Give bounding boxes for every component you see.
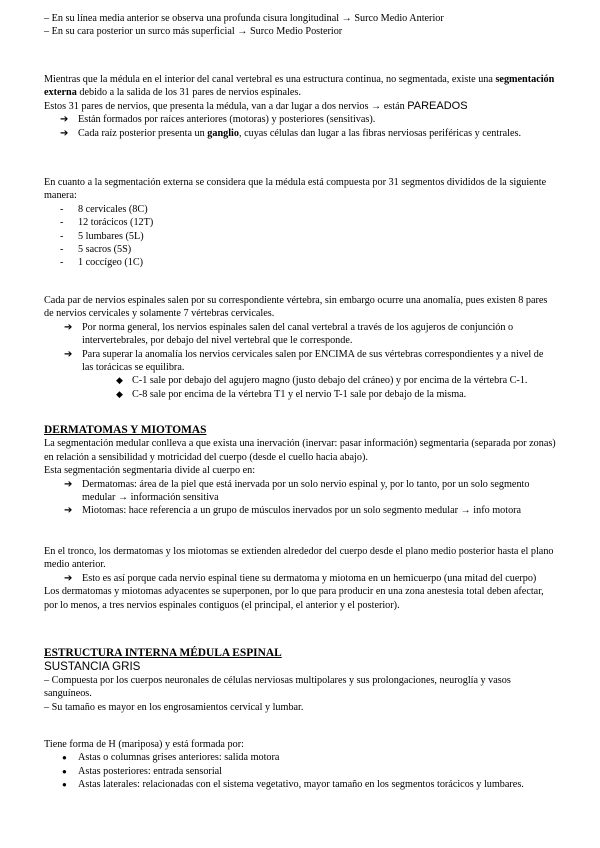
paragraph: Estos 31 pares de nervios, que presenta la médula, van a dar lugar a dos nervios → están PAREADOS [44, 99, 468, 112]
dermatomas-section [44, 424, 556, 518]
list-item: - 8 cervicales (8C) [60, 203, 148, 215]
dash-icon: - [60, 244, 64, 256]
paragraph: Esta segmentación segmentaria divide al cuerpo en: [44, 465, 256, 477]
bullet-icon: ● [62, 766, 67, 776]
dermatomas-continued [44, 545, 556, 612]
paragraph: Tiene forma de H (mariposa) y está formada por: [44, 739, 244, 750]
paragraph: – Su tamaño es mayor en los engrosamientos cervical y lumbar. [44, 701, 304, 713]
estructura-section [44, 647, 556, 714]
bullet-icon: ● [62, 780, 67, 790]
arrow-item: ➔ Cada raíz posterior presenta un ganglio, cuyas células dan lugar a las fibras nerviosas periféricas y centrales. [60, 127, 522, 139]
arrow-item: ➔ Esto es así porque cada nervio espinal tiene su dermatoma y miotoma en un hemicuerpo (una mitad del cuerpo) [64, 572, 537, 584]
bullet-icon: ● [62, 753, 67, 763]
list-item: - 5 sacros (5S) [60, 244, 132, 256]
segments-section [44, 176, 556, 270]
arrow-icon: ➔ [60, 114, 69, 126]
bullet-item: ● Astas o columnas grises anteriores: salida motora [62, 752, 280, 764]
diamond-item: ◆ C-1 sale por debajo del agujero magno (justo debajo del cráneo) y por encima de la vértebra C-1. [116, 375, 528, 387]
list-item: - 12 torácicos (12T) [60, 217, 154, 229]
estructura-list [44, 738, 556, 792]
arrow-icon: ➔ [64, 348, 73, 360]
segmentation-section [44, 73, 556, 140]
paragraph: – Compuesta por los cuerpos neuronales de células nerviosas multipolares y sus prolongaciones, neuroglía y vasos sanguíneos. [44, 674, 511, 700]
section-heading: ESTRUCTURA INTERNA MÉDULA ESPINAL [44, 647, 282, 659]
list-item: - 5 lumbares (5L) [60, 230, 144, 242]
dash-icon: - [60, 203, 64, 215]
arrow-item: ➔ Por norma general, los nervios espinales salen del canal vertebral a través de los agujeros de conjunción o intervertebrales, por debajo del nivel vertebral que le corresponde. [64, 321, 514, 347]
paragraph: En el tronco, los dermatomas y los miotomas se extienden alrededor del cuerpo desde el plano medio posterior hasta el plano medio anterior. [44, 546, 554, 571]
diamond-item: ◆ C-8 sale por encima de la vértebra T1 y el nervio T-1 sale por debajo de la misma. [116, 388, 467, 400]
arrow-item: ➔ Dermatomas: área de la piel que está inervada por un solo nervio espinal y, por lo tanto, por un solo segmento medular → información sensitiva [64, 478, 530, 504]
dash-icon: - [60, 217, 64, 229]
intro-section [44, 12, 556, 39]
paragraph: Cada par de nervios espinales salen por su correspondiente vértebra, sin embargo ocurre una anomalía, pues existen 8 pares de nervios cervicales y solamente 7 vértebras cervicales. [44, 295, 548, 320]
paragraph: En cuanto a la segmentación externa se considera que la médula está compuesta por 31 segmentos divididos de la siguiente manera: [44, 177, 547, 202]
arrow-icon: ➔ [64, 478, 73, 490]
paragraph: Mientras que la médula en el interior del canal vertebral es una estructura continua, no segmentada, existe una segmentación externa debido a la salida de los 31 pares de nervios espinales. [44, 74, 555, 99]
arrow-item: ➔ Miotomas: hace referencia a un grupo de músculos inervados por un solo segmento medular → info motora [64, 505, 522, 517]
arrow-item: ➔ Para superar la anomalía los nervios cervicales salen por ENCIMA de sus vértebras correspondientes y a nivel de las torácicas se equilibra. [64, 348, 544, 374]
dash-icon: - [60, 257, 64, 269]
arrow-item: ➔ Están formados por raíces anteriores (motoras) y posteriores (sensitivas). [60, 114, 376, 126]
arrow-icon: ➔ [60, 127, 69, 139]
paragraph: Los dermatomas y miotomas adyacentes se superponen, por lo que para producir en una zona anestesia total deben afectar, por lo menos, a tres nervios espinales contiguos (el principal, el anterior y el posterior). [44, 586, 544, 611]
list-item: - 1 coccígeo (1C) [60, 257, 144, 269]
bullet-item: ● Astas laterales: relacionadas con el sistema vegetativo, mayor tamaño en los segmentos torácicos y lumbares. [62, 779, 524, 791]
intro-line: – En su línea media anterior se observa una profunda cisura longitudinal → Surco Medio Anterior [44, 13, 444, 24]
intro-line: – En su cara posterior un surco más superficial → Surco Medio Posterior [44, 26, 343, 38]
diamond-icon: ◆ [116, 388, 123, 399]
bullet-item: ● Astas posteriores: entrada sensorial [62, 765, 222, 777]
arrow-icon: ➔ [64, 321, 73, 333]
subheading: SUSTANCIA GRIS [44, 660, 141, 674]
dash-icon: - [60, 230, 64, 242]
diamond-icon: ◆ [116, 375, 123, 386]
arrow-icon: ➔ [64, 572, 73, 584]
paragraph: La segmentación medular conlleva a que exista una inervación (inervar: pasar información) segmentaria (separada por zonas) en relación a sensibilidad y motricidad del cuerpo (desde el cuello hacia abajo). [44, 438, 556, 463]
anomaly-section [44, 294, 556, 401]
arrow-icon: ➔ [64, 505, 73, 517]
section-heading: DERMATOMAS Y MIOTOMAS [44, 424, 207, 436]
